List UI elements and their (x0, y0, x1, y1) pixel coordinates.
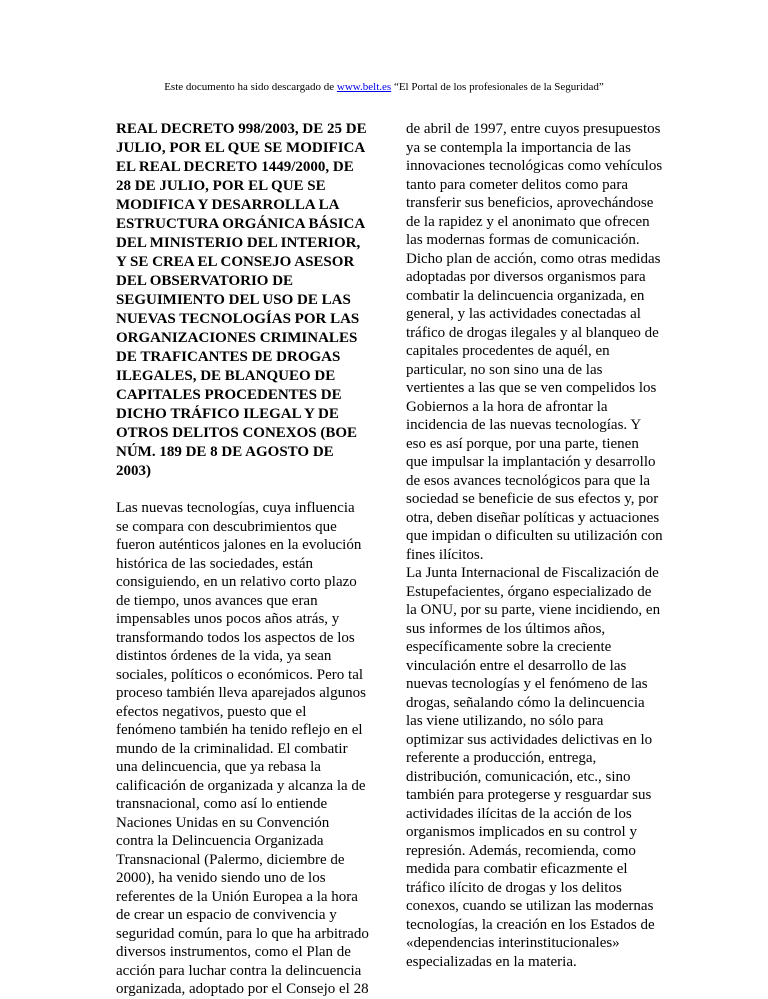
left-column (116, 120, 370, 999)
download-notice (0, 80, 768, 94)
continuation-paragraph: de abril de 1997, entre cuyos presupuestos ya se contempla la importancia de las innovaciones tecnológicas como vehículos tanto para cometer delitos como para transferir sus beneficios, aprovechándose de la rapidez y el anonimato que ofrecen las modernas formas de comunicación. Dicho plan de acción, como otras medidas adoptadas por diversos organismos para combatir la delincuencia organizada, en general, y las actividades conectadas al tráfico de drogas ilegales y al blanqueo de capitales procedentes de aquél, en particular, no son sino una de las vertientes a las que se ven compelidos los Gobiernos a la hora de afrontar la incidencia de las nuevas tecnologías. Y eso es así porque, por una parte, tienen que impulsar la implantación y desarrollo de esos avances tecnológicos para que la sociedad se beneficie de sus efectos y, por otra, deben diseñar políticas y actuaciones que impidan o dificulten su utilización con fines ilícitos. (406, 121, 663, 563)
download-notice-suffix: “El Portal de los profesionales de la Seguridad” (391, 81, 604, 93)
belt-link[interactable]: www.belt.es (336, 81, 392, 93)
download-notice-prefix: Este documento ha sido descargado de (164, 81, 337, 93)
intro-paragraph: Las nuevas tecnologías, cuya influencia se compara con descubrimientos que fueron auténticos jalones en la evolución histórica de las sociedades, están consiguiendo, en un relativo corto plazo de tiempo, unos avances que eran impensables unos pocos años atrás, y transformando todos los aspectos de los distintos órdenes de la vida, ya sean sociales, políticos o económicos. Pero tal proceso también lleva aparejados algunos efectos negativos, puesto que el fenómeno también ha tenido reflejo en el mundo de la criminalidad. El combatir una delincuencia, que ya rebasa la calificación de organizada y alcanza la de transnacional, como así lo entiende Naciones Unidas en su Convención contra la Delincuencia Organizada Transnacional (Palermo, diciembre de 2000), ha venido siendo uno de los referentes de la Unión Europea a la hora de crear un espacio de convivencia y seguridad común, para lo que ha arbitrado diversos instrumentos, como el Plan de acción para luchar contra la delincuencia organizada, adoptado por el Consejo el 28 (116, 500, 369, 997)
document-title: REAL DECRETO 998/2003, DE 25 DE JULIO, POR EL QUE SE MODIFICA EL REAL DECRETO 1449/2000, DE 28 DE JULIO, POR EL QUE SE MODIFICA Y DESARROLLA LA ESTRUCTURA ORGÁNICA BÁSICA DEL MINISTERIO DEL INTERIOR, Y SE CREA EL CONSEJO ASESOR DEL OBSERVATORIO DE SEGUIMIENTO DEL USO DE LAS NUEVAS TECNOLOGÍAS POR LAS ORGANIZACIONES CRIMINALES DE TRAFICANTES DE DROGAS ILEGALES, DE BLANQUEO DE CAPITALES PROCEDENTES DE DICHO TRÁFICO ILEGAL Y DE OTROS DELITOS CONEXOS (BOE NÚM. 189 DE 8 DE AGOSTO DE 2003) (116, 121, 367, 479)
right-column (406, 120, 664, 971)
jife-paragraph: La Junta Internacional de Fiscalización de Estupefacientes, órgano especializado de la ONU, por su parte, viene incidiendo, en sus informes de los últimos años, específicamente sobre la creciente vinculación entre el desarrollo de las nuevas tecnologías y el fenómeno de las drogas, señalando cómo la delincuencia las viene utilizando, no sólo para optimizar sus actividades delictivas en lo referente a producción, entrega, distribución, comunicación, etc., sino también para protegerse y resguardar sus actividades ilícitas de la acción de los organismos implicados en su control y represión. Además, recomienda, como medida para combatir eficazmente el tráfico ilícito de drogas y los delitos conexos, cuando se utilizan las modernas tecnologías, la creación en los Estados de «dependencias interinstitucionales» especializadas en la materia. (406, 565, 661, 970)
